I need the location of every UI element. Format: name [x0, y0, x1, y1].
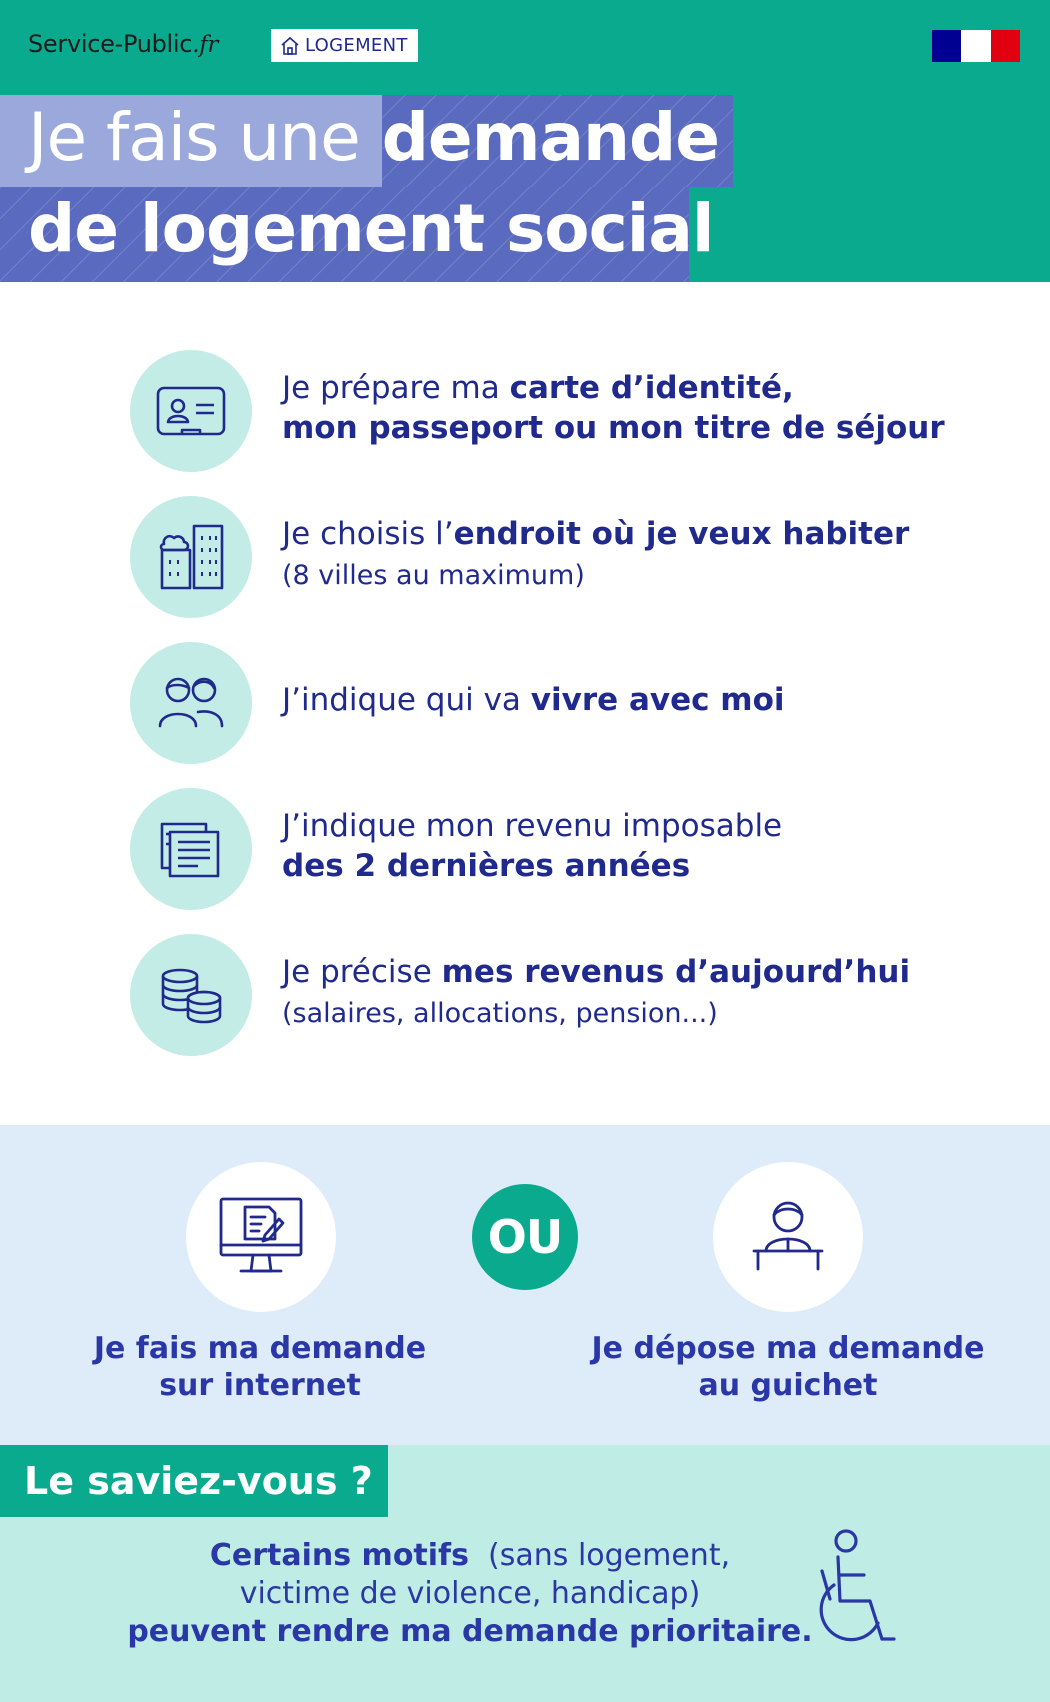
did-you-know-text: [120, 1537, 820, 1651]
step-text-bold: mes revenus d’aujourd’hui: [441, 954, 911, 990]
title-bold-part: demande: [381, 99, 719, 176]
step-text-bold: des 2 dernières années: [282, 848, 691, 884]
steps-section: [0, 282, 1050, 1124]
info-line: [120, 1613, 820, 1651]
step-icon-circle: [130, 496, 252, 618]
channel-label-line: Je fais ma demande: [93, 1331, 427, 1366]
house-icon: [280, 36, 300, 56]
brand-name: Service-Public: [28, 30, 193, 58]
info-line: [120, 1537, 820, 1575]
documents-icon: [152, 810, 230, 888]
info-bold: peuvent rendre ma demande prioritaire.: [127, 1614, 813, 1649]
step-icon-circle: [130, 934, 252, 1056]
or-separator: OU: [472, 1184, 578, 1290]
step-text: [282, 368, 945, 448]
wheelchair-icon: [808, 1527, 908, 1657]
category-tag[interactable]: [271, 29, 418, 62]
counter-channel-circle[interactable]: [713, 1162, 863, 1312]
category-label: LOGEMENT: [305, 35, 408, 56]
channel-label-line: sur internet: [159, 1368, 361, 1403]
page-title-line-2: [28, 190, 714, 267]
step-identity: [130, 350, 1030, 472]
info-line: victime de violence, handicap): [239, 1576, 701, 1611]
online-channel-circle[interactable]: [186, 1162, 336, 1312]
step-taxable-income: [130, 788, 1030, 910]
step-text-bold: carte d’identité,: [509, 370, 794, 406]
did-you-know-heading: Le saviez-vous ?: [0, 1445, 388, 1517]
step-text-bold: endroit où je veux habiter: [453, 516, 910, 552]
coins-icon: [152, 956, 230, 1034]
title-bold-part: de logement social: [28, 190, 714, 267]
step-text-regular: Je prépare ma: [282, 370, 510, 406]
brand-tld: .fr: [192, 32, 219, 58]
step-text: [282, 806, 782, 886]
computer-form-icon: [213, 1189, 309, 1285]
title-light-part: Je fais une: [28, 99, 360, 176]
step-text-regular: Je précise: [282, 954, 442, 990]
channel-label-line: au guichet: [698, 1368, 878, 1403]
people-icon: [152, 664, 230, 742]
submission-channels: [0, 1125, 1050, 1445]
step-text-regular: J’indique mon revenu imposable: [282, 808, 783, 844]
step-location: [130, 496, 1030, 618]
step-text-regular: J’indique qui va: [282, 682, 531, 718]
counter-channel-label: [588, 1330, 988, 1404]
buildings-icon: [152, 518, 230, 596]
step-text: [282, 514, 909, 596]
step-text: [282, 952, 910, 1034]
republic-flag-logo: [932, 30, 1020, 62]
step-icon-circle: [130, 642, 252, 764]
online-channel-label: [80, 1330, 440, 1404]
id-card-icon: [152, 372, 230, 450]
info-bold: Certains motifs: [209, 1538, 469, 1573]
step-text: [282, 680, 785, 720]
step-text-note: (salaires, allocations, pension...): [282, 998, 718, 1029]
step-icon-circle: [130, 788, 252, 910]
step-icon-circle: [130, 350, 252, 472]
page-title-line-1: [28, 99, 719, 176]
step-household: [130, 642, 1030, 764]
step-text-bold: mon passeport ou mon titre de séjour: [282, 410, 945, 446]
did-you-know-section: [0, 1445, 1050, 1702]
step-text-bold: vivre avec moi: [530, 682, 785, 718]
step-text-regular: Je choisis l’: [282, 516, 454, 552]
step-current-income: [130, 934, 1030, 1056]
step-text-note: (8 villes au maximum): [282, 560, 585, 591]
channel-label-line: Je dépose ma demande: [591, 1331, 985, 1366]
brand-logo[interactable]: [28, 30, 218, 58]
counter-agent-icon: [740, 1189, 836, 1285]
info-regular: (sans logement,: [468, 1538, 731, 1573]
